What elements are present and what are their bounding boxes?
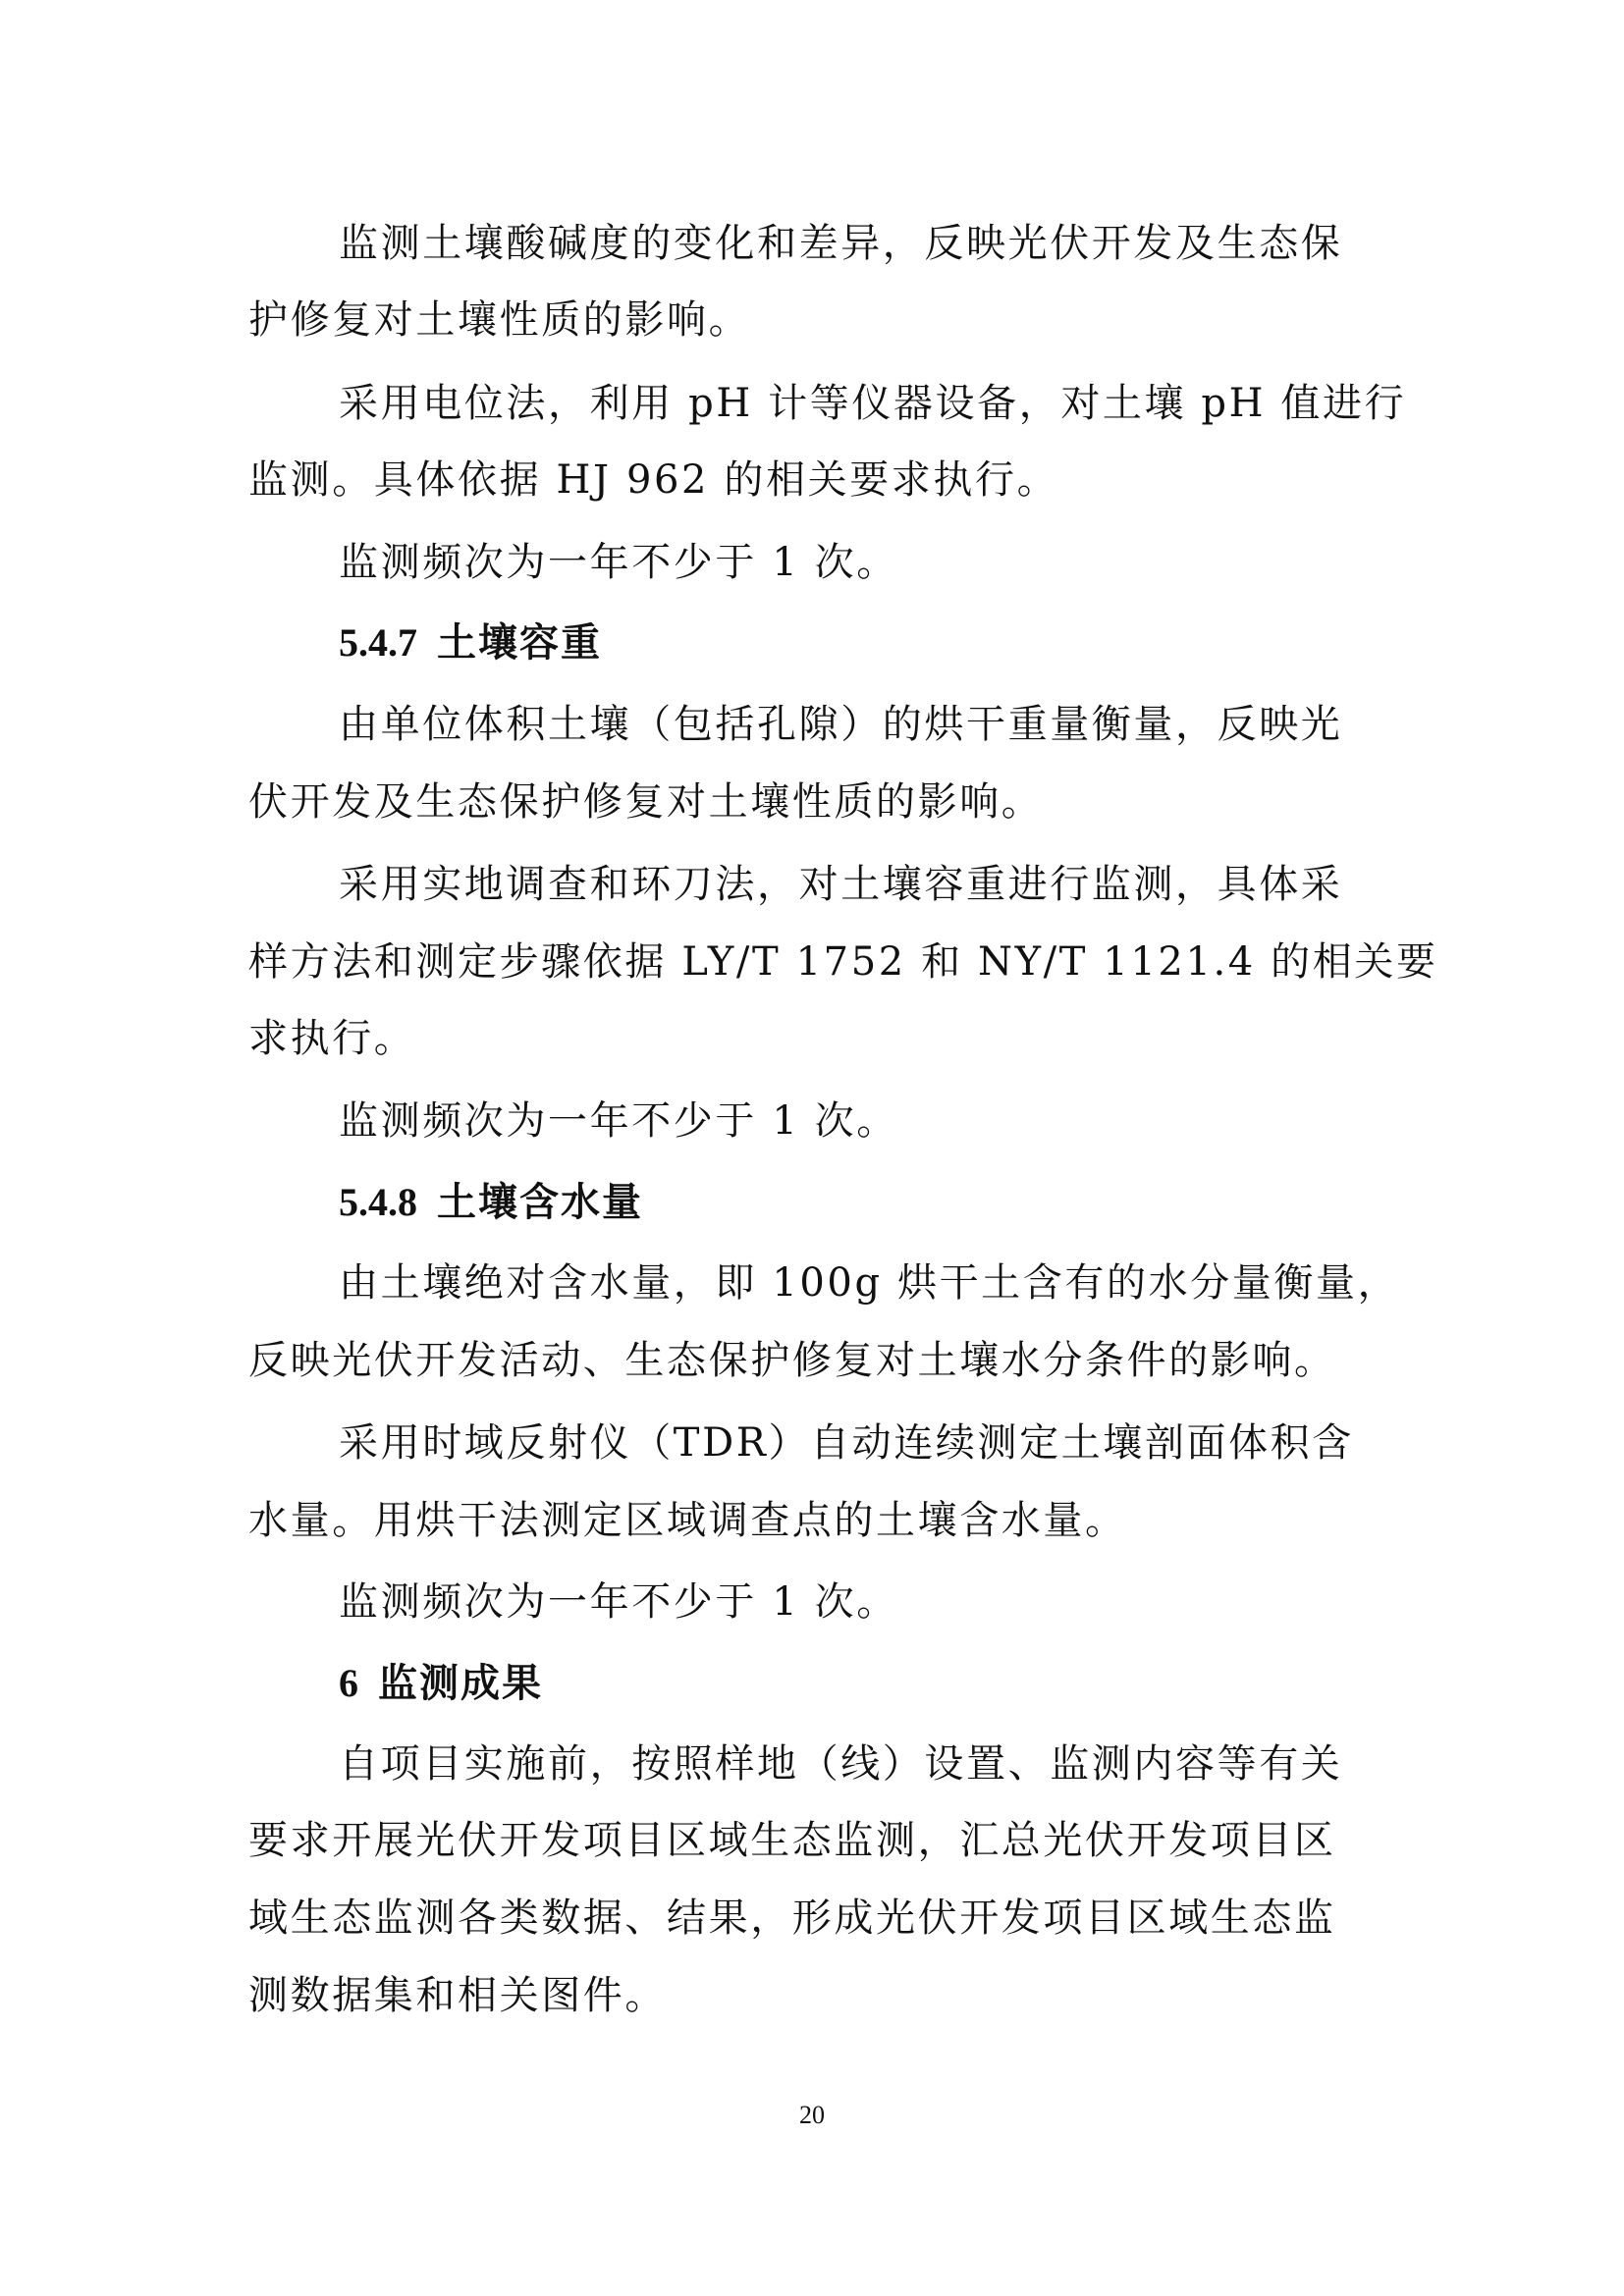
- paragraph-line: 水量。用烘干法测定区域调查点的土壤含水量。: [248, 1498, 1127, 1543]
- paragraph-line: 监测土壤酸碱度的变化和差异，反映光伏开发及生态保: [339, 221, 1343, 266]
- paragraph-line: 监测频次为一年不少于 1 次。: [339, 1098, 898, 1144]
- section-title: 土壤含水量: [437, 1180, 643, 1225]
- section-number: 5.4.8: [339, 1180, 417, 1224]
- paragraph-line: 监测频次为一年不少于 1 次。: [339, 1579, 898, 1625]
- page-number: 20: [799, 2101, 825, 2129]
- paragraph-line: 采用实地调查和环刀法，对土壤容重进行监测，具体采: [339, 862, 1343, 907]
- paragraph-line: 监测频次为一年不少于 1 次。: [339, 540, 898, 585]
- paragraph-line: 求执行。: [248, 1016, 416, 1061]
- paragraph-line: 伏开发及生态保护修复对土壤性质的影响。: [248, 779, 1044, 825]
- section-number: 5.4.7: [339, 620, 417, 665]
- section-heading-5-4-7: [339, 618, 602, 667]
- paragraph-line: 由土壤绝对含水量，即 100g 烘干土含有的水分量衡量，: [339, 1260, 1400, 1306]
- section-title: 土壤容重: [437, 620, 602, 666]
- paragraph-line: 自项目实施前，按照样地（线）设置、监测内容等有关: [339, 1741, 1343, 1787]
- paragraph-line: 域生态监测各类数据、结果，形成光伏开发项目区域生态监: [248, 1896, 1336, 1941]
- section-heading-5-4-8: [339, 1178, 643, 1227]
- paragraph-line: 测数据集和相关图件。: [248, 1973, 667, 2018]
- section-heading-6: [339, 1659, 543, 1708]
- paragraph-line: 护修复对土壤性质的影响。: [248, 297, 751, 343]
- paragraph-line: 采用电位法，利用 pH 计等仪器设备，对土壤 pH 值进行: [339, 381, 1407, 426]
- paragraph-line: 样方法和测定步骤依据 LY/T 1752 和 NY/T 1121.4 的相关要: [248, 939, 1438, 985]
- paragraph-line: 由单位体积土壤（包括孔隙）的烘干重量衡量，反映光: [339, 702, 1343, 747]
- paragraph-line: 采用时域反射仪（TDR）自动连续测定土壤剖面体积含: [339, 1420, 1354, 1466]
- paragraph-line: 监测。具体依据 HJ 962 的相关要求执行。: [248, 457, 1059, 503]
- section-title: 监测成果: [378, 1661, 543, 1706]
- paragraph-line: 要求开展光伏开发项目区域生态监测，汇总光伏开发项目区: [248, 1818, 1336, 1863]
- section-number: 6: [339, 1661, 358, 1705]
- paragraph-line: 反映光伏开发活动、生态保护修复对土壤水分条件的影响。: [248, 1338, 1336, 1383]
